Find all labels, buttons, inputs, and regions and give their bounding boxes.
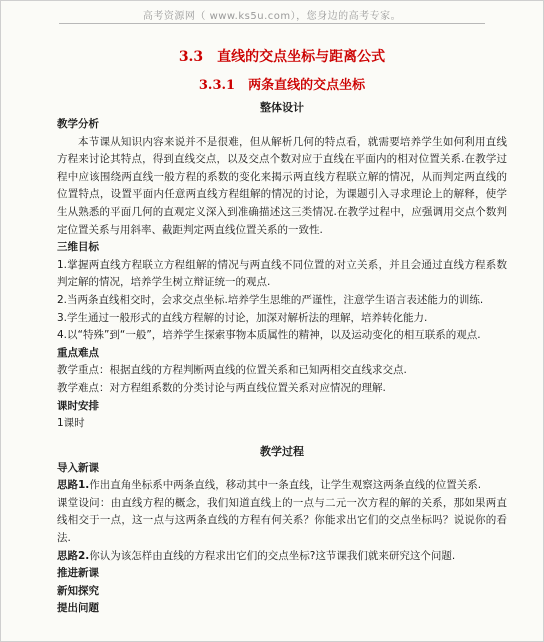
schedule-value: 1课时 xyxy=(57,417,85,430)
keypoints-label: 重点难点 xyxy=(57,346,99,359)
process-heading: 教学过程 xyxy=(260,444,304,458)
page-header-watermark: 高考资源网（ www.ks5u.com），您身边的高考专家。 xyxy=(142,11,402,22)
goal-item: 2.当两条直线相交时，会求交点坐标.培养学生思维的严谨性，注意学生语言表述能力的训练. xyxy=(57,293,484,306)
goals-label: 三维目标 xyxy=(57,241,99,254)
idea1-paragraph xyxy=(57,477,507,495)
spacer xyxy=(57,433,507,443)
key-point-text: 教学重点：根据直线的方程判断两直线的位置关系和已知两相交直线求交点. xyxy=(57,364,407,377)
subsection-title: 3.3.1 两条直线的交点坐标 xyxy=(198,78,366,93)
intro-label: 导入新课 xyxy=(57,461,99,474)
new-knowledge-label: 新知探究 xyxy=(57,584,99,597)
idea1-text: 作出直角坐标系中两条直线，移动其中一条直线，让学生观察这两条直线的位置关系. xyxy=(89,479,482,492)
idea2-text: 你认为该怎样由直线的方程求出它们的交点坐标?这节课我们就来研究这个问题. xyxy=(89,549,456,562)
idea1-label: 思路1. xyxy=(57,479,90,492)
advance-label: 推进新课 xyxy=(57,567,99,580)
goal-item: 1.掌握两直线方程联立方程组解的情况与两直线不同位置的对立关系，并且会通过直线方程系数判定解的情况，培养学生树立辩证统一的观点. xyxy=(57,258,507,289)
section-title: 3.3 直线的交点坐标与距离公式 xyxy=(178,49,386,65)
goal-item: 4.以“特殊”到“一般”，培养学生探索事物本质属性的精神，以及运动变化的相互联系的观点. xyxy=(57,329,481,342)
analysis-paragraph: 本节课从知识内容来说并不是很难，但从解析几何的特点看，就需要培养学生如何利用直线方程来讨论其特点，得到直线交点，以及交点个数对应于直线在平面内的相对位置关系.在教学过程中应该围绕两直线一般方程的系数的变化来揭示两直线方程联立解的情况，从而判定两直线的位置特点，设置平面内任意两直线方程组解的情况的讨论，为课题引入寻求理论上的解释，使学生从熟悉的平面几何的直观定义深入到准确描述这三类情况.在教学过程中，应强调用交点个数判定位置关系与用斜率、截距判定两直线位置关系的一致性. xyxy=(57,135,507,236)
header-divider xyxy=(59,23,485,24)
analysis-label: 教学分析 xyxy=(57,118,99,130)
difficulty-text: 教学难点：对方程组系数的分类讨论与两直线位置关系对应情况的理解. xyxy=(57,381,386,394)
schedule-label: 课时安排 xyxy=(57,399,99,412)
idea2-label: 思路2. xyxy=(57,549,90,562)
document-body xyxy=(57,47,507,618)
idea2-paragraph xyxy=(57,548,507,566)
question-paragraph: 课堂设问：由直线方程的概念，我们知道直线上的一点与二元一次方程的解的关系，那如果两直线相交于一点，这一点与这两条直线的方程有何关系？你能求出它们的交点坐标吗？说说你的看法. xyxy=(57,496,507,545)
raise-question-label: 提出问题 xyxy=(57,602,99,615)
overall-design-heading: 整体设计 xyxy=(260,101,304,114)
goal-item: 3.学生通过一般形式的直线方程解的讨论，加深对解析法的理解，培养转化能力. xyxy=(57,311,428,324)
